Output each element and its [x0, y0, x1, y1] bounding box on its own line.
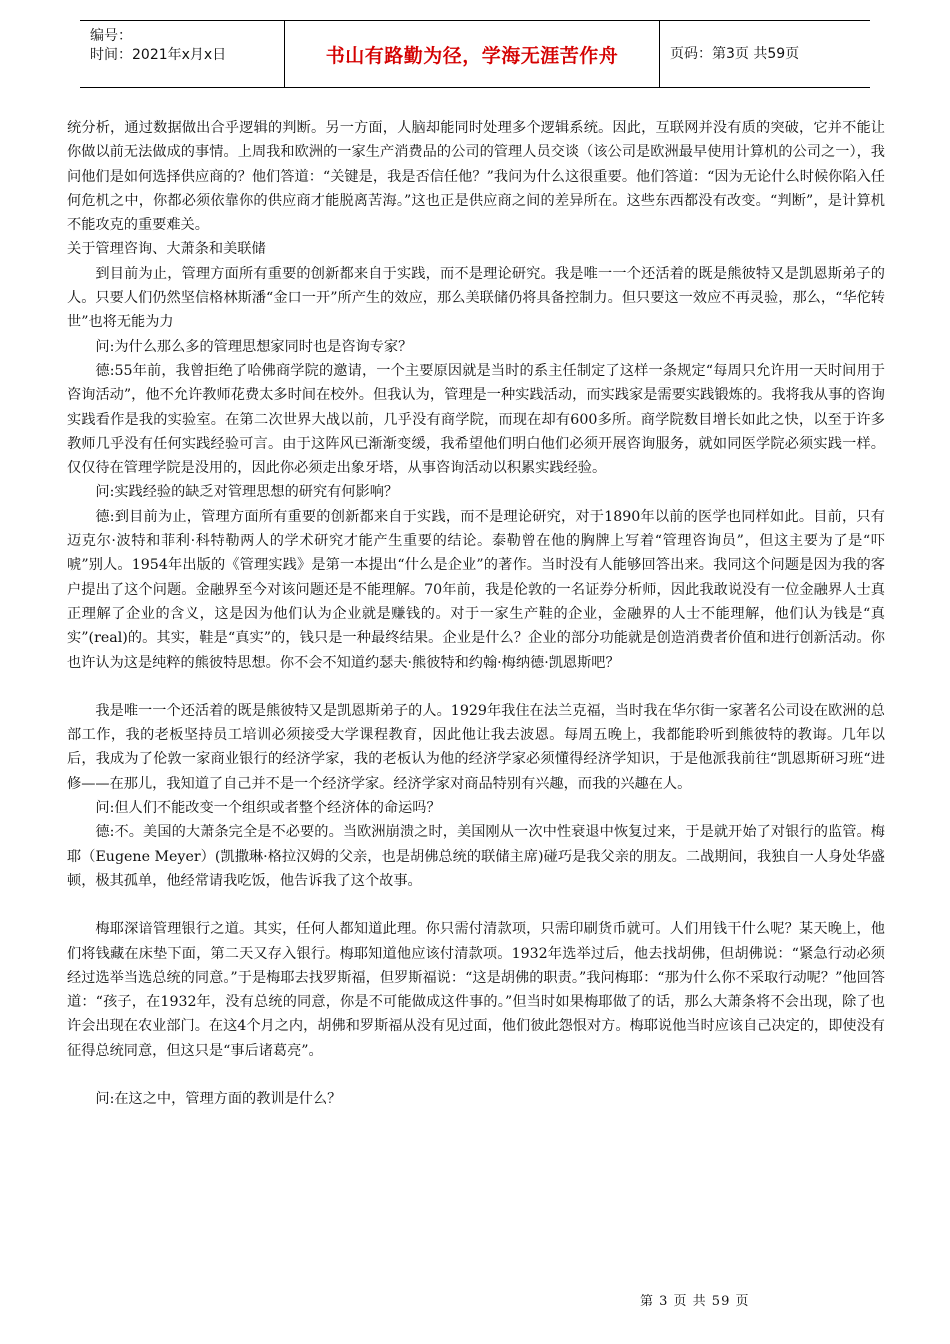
answer-paragraph: 德:不。美国的大萧条完全是不必要的。当欧洲崩溃之时，美国刚从一次中性衰退中恢复过来，于是就开始了对银行的监管。梅耶（Eugene Meyer）(凯撒琳·格拉汉姆的父亲，也是胡佛总统的联储主席)碰巧是我父亲的朋友。二战期间，我独自一人身处华盛顿，极其孤单，他经常请我吃饭，他告诉我了这个故事。 [67, 824, 885, 889]
document-time-label: 时间：2021年x月x日 [90, 47, 227, 63]
question-paragraph: 问:为什么那么多的管理思想家同时也是咨询专家？ [95, 338, 413, 355]
question-paragraph: 问:实践经验的缺乏对管理思想的研究有何影响？ [95, 484, 399, 501]
question-paragraph: 问:但人们不能改变一个组织或者整个经济体的命运吗？ [95, 800, 441, 817]
paragraph-gap [67, 1063, 885, 1087]
header-motto: 书山有路勤为径，学海无涯苦作舟 [285, 21, 660, 87]
question-paragraph: 问:在这之中，管理方面的教训是什么？ [95, 1090, 342, 1107]
body-paragraph: 到目前为止，管理方面所有重要的创新都来自于实践，而不是理论研究。我是唯一一个还活着的既是熊彼特又是凯恩斯弟子的人。只要人们仍然坚信格林斯潘“金口一开”所产生的效应，那么美联储仍将具备控制力。但只要这一效应不再灵验，那么，“华佗转世”也将无能为力 [67, 265, 885, 331]
page-header [80, 20, 870, 88]
body-paragraph: 梅耶深谙管理银行之道。其实，任何人都知道此理。你只需付清款项，只需印刷货币就可。人们用钱干什么呢？某天晚上，他们将钱藏在床垫下面，第二天又存入银行。梅耶知道他应该付清款项。1932年选举过后，他去找胡佛，但胡佛说：“紧急行动必须经过选举当选总统的同意。”于是梅耶去找罗斯福，但罗斯福说：“这是胡佛的职责。”我问梅耶：“那为什么你不采取行动呢？”他回答道：“孩子，在1932年，没有总统的同意，你是不可能做成这件事的。”但当时如果梅耶做了的话，那么大萧条将不会出现，除了也许会出现在农业部门。在这4个月之内，胡佛和罗斯福从没有见过面，他们彼此怨恨对方。梅耶说他当时应该自己决定的，即使没有征得总统同意，但这只是“事后诸葛亮”。 [67, 921, 885, 1059]
header-meta [80, 21, 285, 87]
paragraph-gap [67, 893, 885, 917]
answer-paragraph: 德:55年前，我曾拒绝了哈佛商学院的邀请，一个主要原因就是当时的系主任制定了这样一条规定“每周只允许用一天时间用于咨询活动”，他不允许教师花费太多时间在校外。但我认为，管理是一种实践活动，而实践家是需要实践锻炼的。我将我从事的咨询实践看作是我的实验室。在第二次世界大战以前，几乎没有商学院，而现在却有600多所。商学院数目增长如此之快，以至于许多教师几乎没有任何实践经验可言。由于这阵风已渐渐变缓，我希望他们明白他们必须开展咨询服务，就如同医学院必须实践一样。仅仅待在管理学院是没用的，因此你必须走出象牙塔，从事咨询活动以积累实践经验。 [67, 362, 885, 477]
body-paragraph: 统分析，通过数据做出合乎逻辑的判断。另一方面，人脑却能同时处理多个逻辑系统。因此，互联网并没有质的突破，它并不能让你做以前无法做成的事情。上周我和欧洲的一家生产消费品的公司的管理人员交谈（该公司是欧洲最早使用计算机的公司之一），我问他们是如何选择供应商的？他们答道：“关键是，我是否信任他？”我问为什么这很重要。他们答道：“因为无论什么时候你陷入任何危机之中，你都必须依靠你的供应商才能脱离苦海。”这也正是供应商之间的差异所在。这些东西都没有改变。“判断”，是计算机不能攻克的重要难关。 [67, 120, 885, 234]
paragraph-gap [67, 675, 885, 699]
document-number-label: 编号： [90, 28, 132, 44]
section-heading: 关于管理咨询、大萧条和美联储 [67, 241, 266, 258]
header-page-info: 页码：第3页 共59页 [670, 46, 800, 62]
page-footer: 第 3 页 共 59 页 [640, 1294, 750, 1309]
document-body [67, 116, 885, 1111]
body-paragraph: 我是唯一一个还活着的既是熊彼特又是凯恩斯弟子的人。1929年我住在法兰克福，当时我在华尔街一家著名公司设在欧洲的总部工作，我的老板坚持员工培训必须接受大学课程教育，因此他让我去波恩。每周五晚上，我都能聆听到熊彼特的教诲。几年以后，我成为了伦敦一家商业银行的经济学家，我的老板认为他的经济学家必须懂得经济学知识，于是他派我前往“凯恩斯研习班“进修——在那儿，我知道了自己并不是一个经济学家。经济学家对商品特别有兴趣，而我的兴趣在人。 [67, 702, 885, 792]
answer-paragraph: 德:到目前为止，管理方面所有重要的创新都来自于实践，而不是理论研究，对于1890年以前的医学也同样如此。目前，只有迈克尔·波特和菲利·科特勒两人的学术研究才能产生重要的结论。泰勒曾在他的胸牌上写着“管理咨询员”，但这主要为了是“吓唬”别人。1954年出版的《管理实践》是第一本提出“什么是企业”的著作。当时没有人能够回答出来。我同这个问题是因为我的客户提出了这个问题。金融界至今对该问题还是不能理解。70年前，我是伦敦的一名证券分析师，因此我敢说没有一位金融界人士真正理解了企业的含义，这是因为他们认为企业就是赚钱的。对于一家生产鞋的企业，金融界的人士不能理解，他们认为钱是“真实”(real)的。其实，鞋是“真实”的，钱只是一种最终结果。企业是什么？企业的部分功能就是创造消费者价值和进行创新活动。你也许认为这是纯粹的熊彼特思想。你不会不知道约瑟夫·熊彼特和约翰·梅纳德·凯恩斯吧？ [67, 508, 885, 671]
